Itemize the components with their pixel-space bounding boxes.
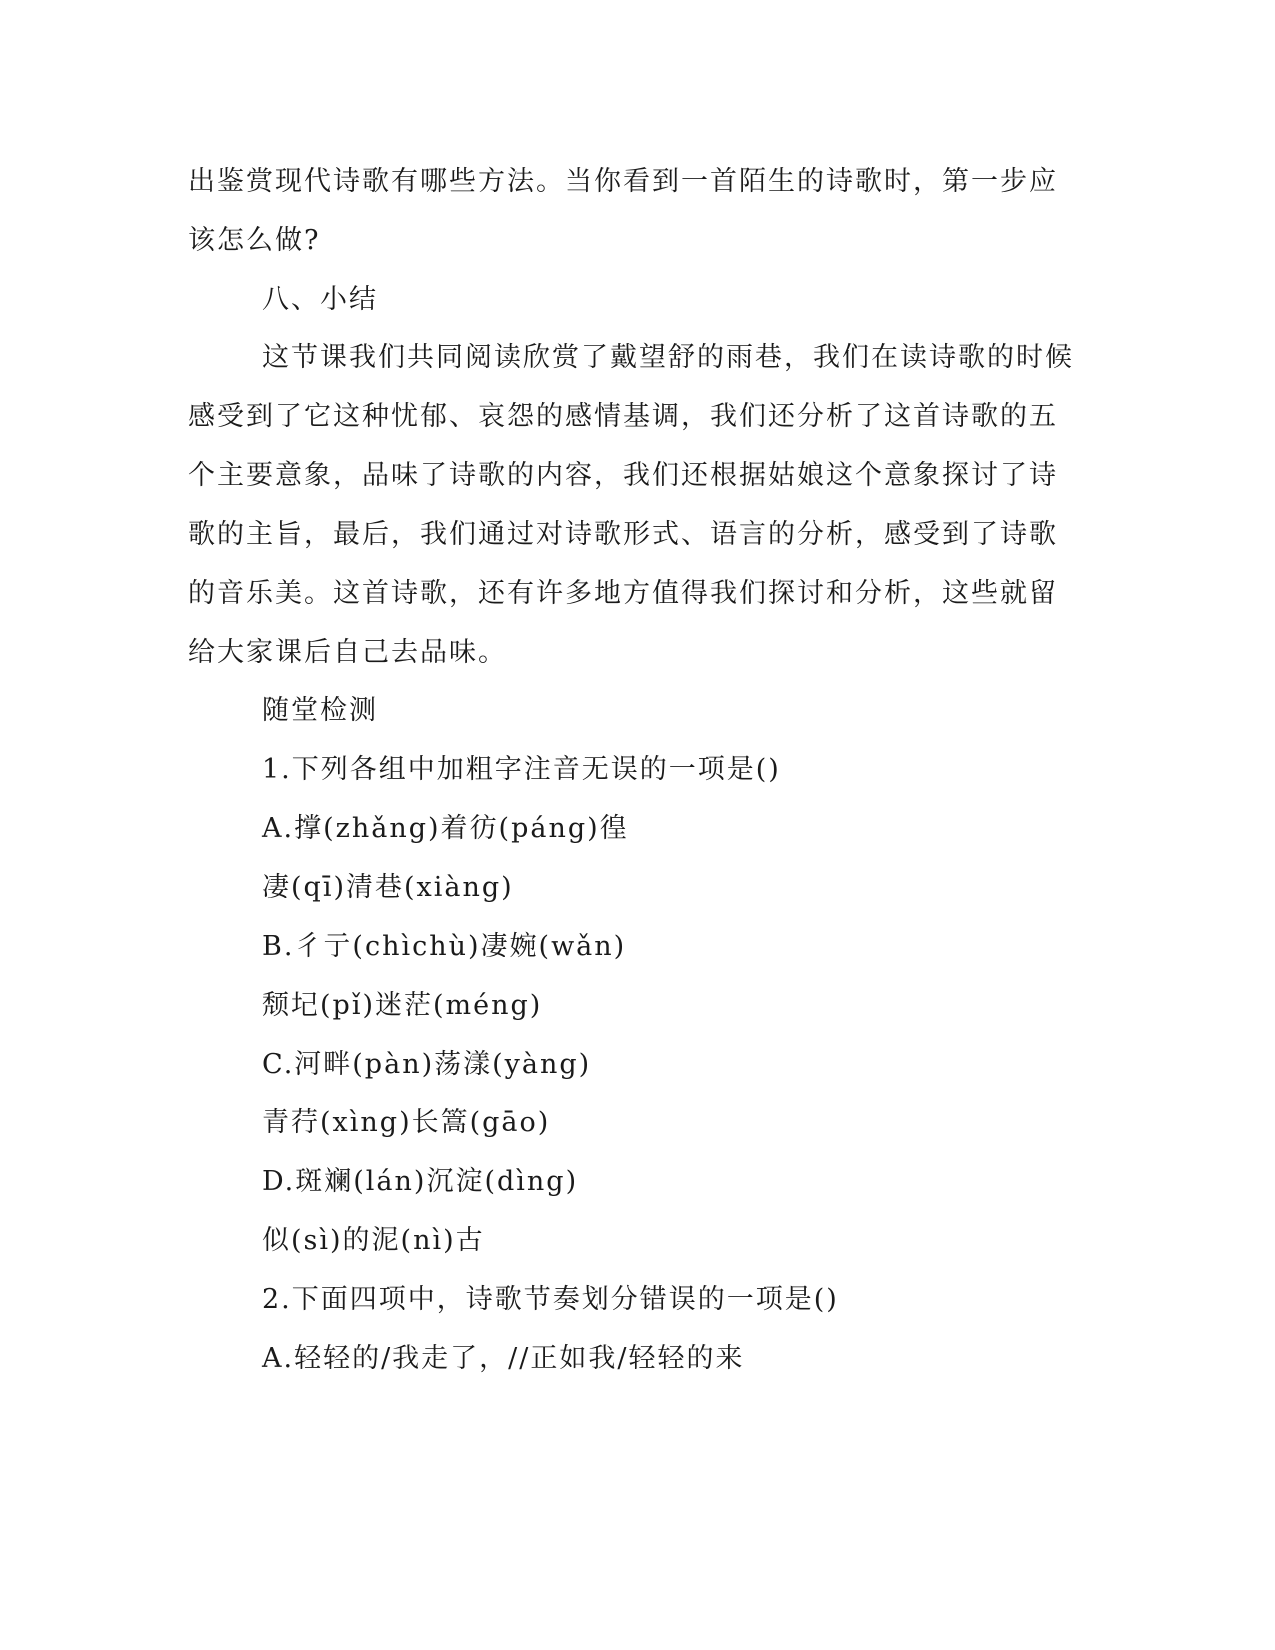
paragraph-line: 的音乐美。这首诗歌，还有许多地方值得我们探讨和分析，这些就留 (188, 578, 1058, 609)
paragraph-line: 给大家课后自己去品味。 (188, 637, 507, 668)
section-heading: 八、小结 (262, 284, 378, 315)
answer-option: C.河畔(pàn)荡漾(yàng) (262, 1049, 592, 1080)
answer-option: A.轻轻的/我走了，//正如我/轻轻的来 (262, 1343, 745, 1374)
answer-option: B.彳亍(chìchù)凄婉(wǎn) (262, 931, 627, 962)
paragraph-line: 这节课我们共同阅读欣赏了戴望舒的雨巷，我们在读诗歌的时候 (262, 342, 1074, 373)
question-text: 2.下面四项中，诗歌节奏划分错误的一项是() (262, 1284, 839, 1315)
section-heading: 随堂检测 (262, 695, 378, 726)
answer-option-continued: 颓圮(pǐ)迷茫(méng) (262, 990, 543, 1021)
paragraph-line: 歌的主旨，最后，我们通过对诗歌形式、语言的分析，感受到了诗歌 (188, 519, 1058, 550)
paragraph-line: 个主要意象，品味了诗歌的内容，我们还根据姑娘这个意象探讨了诗 (188, 460, 1058, 491)
answer-option-continued: 似(sì)的泥(nì)古 (262, 1225, 485, 1256)
answer-option: A.撑(zhǎng)着彷(páng)徨 (262, 813, 629, 844)
question-text: 1.下列各组中加粗字注音无误的一项是() (262, 754, 781, 785)
paragraph-line: 出鉴赏现代诗歌有哪些方法。当你看到一首陌生的诗歌时，第一步应 (188, 166, 1058, 197)
paragraph-line: 感受到了它这种忧郁、哀怨的感情基调，我们还分析了这首诗歌的五 (188, 401, 1058, 432)
answer-option: D.斑斓(lán)沉淀(dìng) (262, 1166, 579, 1197)
paragraph-line: 该怎么做? (188, 225, 321, 256)
answer-option-continued: 凄(qī)清巷(xiàng) (262, 872, 514, 903)
answer-option-continued: 青荇(xìng)长篙(gāo) (262, 1107, 551, 1138)
